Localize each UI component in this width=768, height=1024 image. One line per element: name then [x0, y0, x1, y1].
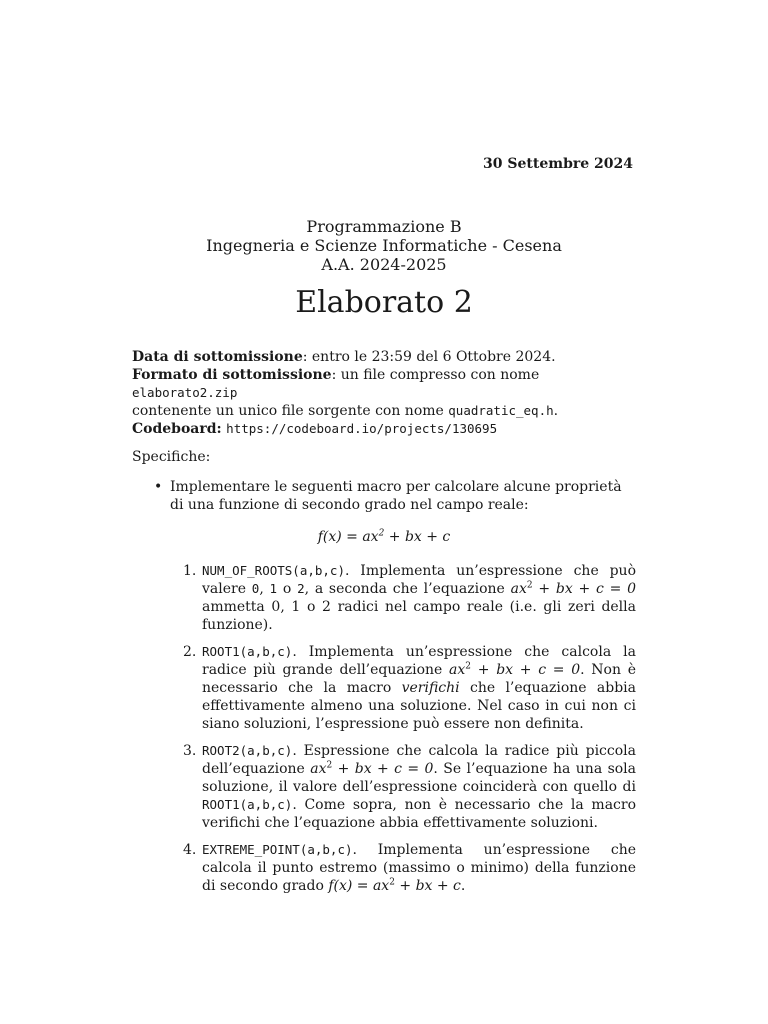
item-text: . Implementa un’espressione che può valere — [202, 563, 636, 597]
zip-filename: elaborato2.zip — [132, 385, 238, 400]
item-text: . Implementa un’espressione che calcola la radice più grande dell’equazione — [202, 644, 636, 678]
equation: + bx + c — [394, 878, 461, 894]
formula-exponent: 2 — [378, 528, 385, 539]
submission-format-label: Formato di sottomissione — [132, 367, 332, 383]
value-code: 2 — [297, 581, 305, 596]
list-item — [183, 742, 637, 832]
macro-name: NUM_OF_ROOTS(a,b,c) — [202, 563, 345, 578]
formula-rhs: + bx + c — [384, 529, 451, 545]
bullet-icon: • — [154, 479, 163, 495]
document-body — [132, 348, 636, 904]
document-title: Elaborato 2 — [295, 285, 473, 320]
macro-name: EXTREME_POINT(a,b,c) — [202, 842, 353, 857]
list-item — [183, 841, 636, 895]
specs-title: Specifiche: — [132, 449, 211, 465]
item-number: 4. — [183, 842, 197, 858]
equation: + bx + c = 0 — [471, 662, 581, 678]
value-code: 0 — [251, 581, 260, 596]
document-date: 30 Settembre 2024 — [483, 156, 633, 172]
item-text: . — [460, 878, 466, 894]
course-header — [0, 217, 768, 274]
item-text: . Se l’equazione ha una sola soluzione, il valore dell’espressione coinciderà con quello di — [202, 761, 637, 795]
equation: ax — [449, 662, 466, 678]
macro-name: ROOT1(a,b,c) — [202, 644, 293, 659]
equation: + bx + c = 0 — [332, 761, 434, 777]
macro-name: ROOT2(a,b,c) — [202, 743, 293, 758]
academic-year: A.A. 2024-2025 — [321, 255, 447, 274]
item-text: , — [259, 581, 270, 597]
equation-exponent: 2 — [326, 760, 333, 771]
submission-format-text-2: contenente un unico file sorgente con nome — [132, 403, 449, 419]
submission-date — [132, 348, 636, 366]
codeboard-label: Codeboard: — [132, 421, 222, 437]
item-text: . Come sopra, non è necessario che la macro verifichi che l’equazione abbia effettivamente soluzioni. — [202, 797, 636, 831]
macro-list — [132, 562, 636, 895]
item-text: . Espressione che calcola la radice più piccola dell’equazione — [202, 743, 636, 777]
codeboard-link[interactable]: https://codeboard.io/projects/130695 — [226, 421, 498, 436]
item-number: 2. — [183, 644, 197, 660]
equation: f(x) = ax — [328, 878, 390, 894]
specs-bullet — [132, 478, 636, 514]
macro-name: ROOT1(a,b,c) — [202, 797, 293, 812]
item-number: 3. — [183, 743, 197, 759]
item-text: che l’equazione abbia effettivamente almeno una soluzione. Nel caso in cui non ci siano soluzioni, l’espressione può essere non definita. — [202, 680, 636, 732]
item-text: . Implementa un’espressione che calcola il punto estremo (massimo o minimo) della funzione di secondo grado — [202, 842, 636, 894]
value-code: 1 — [269, 581, 278, 596]
quadratic-formula — [132, 528, 636, 546]
submission-format — [132, 366, 636, 420]
equation-exponent: 2 — [465, 661, 472, 672]
submission-format-text-3: . — [553, 403, 559, 419]
list-item — [183, 562, 637, 634]
emphasis: verifichi — [401, 680, 460, 696]
program-name: Ingegneria e Scienze Informatiche - Cesena — [206, 236, 562, 255]
equation: ax — [310, 761, 327, 777]
formula-lhs: f(x) = ax — [317, 529, 379, 545]
submission-date-label: Data di sottomissione — [132, 349, 303, 365]
submission-date-text: : entro le 23:59 del 6 Ottobre 2024. — [302, 349, 556, 365]
item-text: o — [277, 581, 298, 597]
course-name: Programmazione B — [306, 217, 462, 236]
item-text: , a seconda che l’equazione — [304, 581, 511, 597]
list-item — [183, 643, 636, 733]
codeboard-line — [132, 420, 636, 438]
equation-exponent: 2 — [526, 580, 533, 591]
equation: ax — [510, 581, 527, 597]
equation: + bx + c = 0 — [532, 581, 637, 597]
source-filename: quadratic_eq.h — [448, 403, 554, 418]
bullet-text: Implementare le seguenti macro per calcolare alcune proprietà di una funzione di secondo grado nel campo reale: — [170, 479, 622, 513]
item-text: . Non è necessario che la macro — [202, 662, 636, 696]
item-number: 1. — [183, 563, 197, 579]
item-text: ammetta 0, 1 o 2 radici nel campo reale (i.e. gli zeri della funzione). — [202, 599, 636, 633]
equation-exponent: 2 — [389, 877, 395, 888]
submission-format-text: : un file compresso con nome — [331, 367, 540, 383]
